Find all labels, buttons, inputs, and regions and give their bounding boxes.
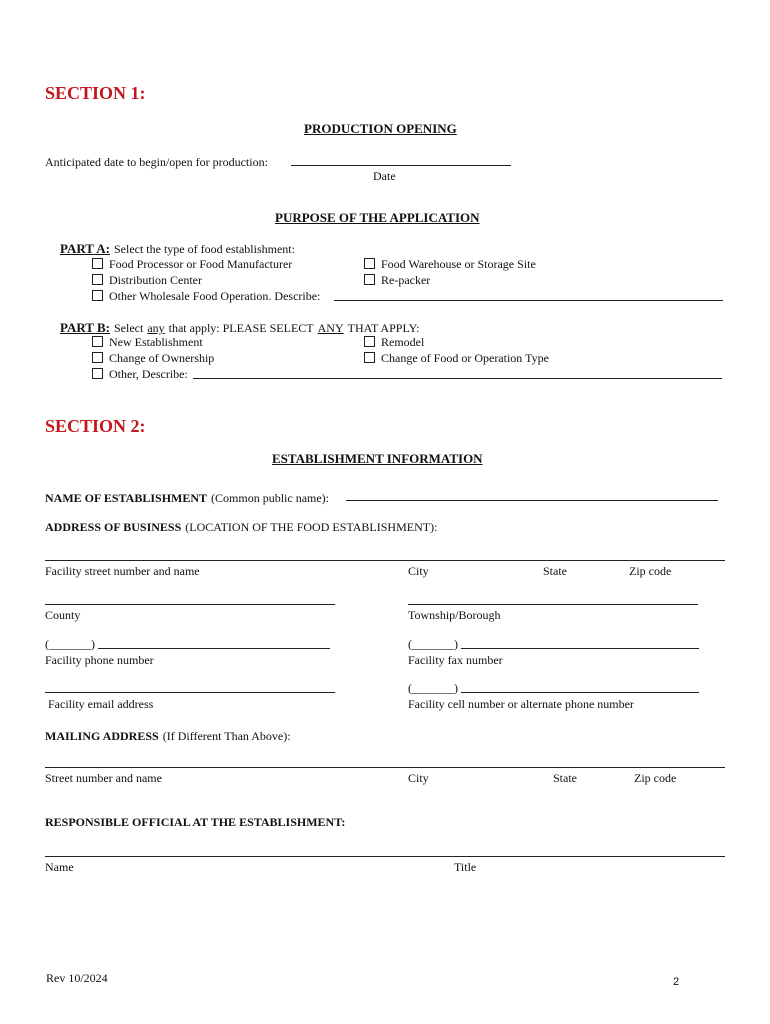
cell-field[interactable] [461, 692, 699, 693]
email-caption: Facility email address [48, 697, 154, 711]
checkbox-new-establishment[interactable] [92, 336, 103, 347]
township-caption: Township/Borough [408, 608, 501, 622]
option-other-wholesale: Other Wholesale Food Operation. Describe: [109, 289, 321, 303]
production-opening-heading: PRODUCTION OPENING [304, 121, 457, 136]
zip-caption: Zip code [629, 564, 672, 578]
option-remodel: Remodel [381, 335, 425, 349]
part-a-label: PART A: [60, 241, 110, 256]
option-food-warehouse: Food Warehouse or Storage Site [381, 257, 536, 271]
checkbox-change-food-operation[interactable] [364, 352, 375, 363]
option-change-ownership: Change of Ownership [109, 351, 215, 365]
city-caption: City [408, 564, 429, 578]
part-a-instruction: Select the type of food establishment: [113, 242, 295, 256]
establishment-name-label-rest: (Common public name): [211, 491, 330, 505]
responsible-official-label: RESPONSIBLE OFFICIAL AT THE ESTABLISHMENT: [45, 815, 346, 829]
establishment-name-label [45, 489, 329, 507]
checkbox-distribution-center[interactable] [92, 274, 103, 285]
option-distribution-center: Distribution Center [109, 273, 202, 287]
establishment-info-heading: ESTABLISHMENT INFORMATION [272, 451, 483, 466]
establishment-name-label-bold: NAME OF ESTABLISHMENT [45, 491, 208, 505]
township-field[interactable] [408, 604, 698, 605]
fax-caption: Facility fax number [408, 653, 503, 667]
phone-area-code: (_______) [45, 637, 95, 651]
fax-field[interactable] [461, 648, 699, 649]
cell-area-code: (_______) [408, 681, 458, 695]
checkbox-food-processor[interactable] [92, 258, 103, 269]
part-b-instruction-any: any [147, 321, 165, 335]
phone-caption: Facility phone number [45, 653, 154, 667]
mailing-state-caption: State [553, 771, 577, 785]
other-describe-field[interactable] [193, 378, 722, 379]
other-wholesale-describe-field[interactable] [334, 300, 723, 301]
section2-title: SECTION 2: [45, 416, 146, 436]
anticipated-date-label: Anticipated date to begin/open for production: [45, 155, 268, 169]
phone-field[interactable] [98, 648, 330, 649]
checkbox-other-wholesale[interactable] [92, 290, 103, 301]
checkbox-change-ownership[interactable] [92, 352, 103, 363]
mailing-zip-caption: Zip code [634, 771, 677, 785]
mailing-street-caption: Street number and name [45, 771, 162, 785]
responsible-official-field[interactable] [45, 856, 725, 857]
county-field[interactable] [45, 604, 335, 605]
part-a-header [60, 240, 295, 258]
option-food-processor: Food Processor or Food Manufacturer [109, 257, 293, 271]
option-change-food-operation: Change of Food or Operation Type [381, 351, 549, 365]
official-name-caption: Name [45, 860, 74, 874]
anticipated-date-field[interactable] [291, 165, 511, 166]
business-address-field[interactable] [45, 560, 725, 561]
email-field[interactable] [45, 692, 335, 693]
section1-title: SECTION 1: [45, 83, 146, 103]
purpose-heading: PURPOSE OF THE APPLICATION [275, 210, 480, 225]
business-address-label [45, 518, 437, 536]
part-b-label: PART B: [60, 320, 110, 335]
checkbox-re-packer[interactable] [364, 274, 375, 285]
checkbox-food-warehouse[interactable] [364, 258, 375, 269]
option-re-packer: Re-packer [381, 273, 431, 287]
option-other-describe: Other, Describe: [109, 367, 188, 381]
date-caption: Date [373, 169, 396, 183]
checkbox-other-describe[interactable] [92, 368, 103, 379]
checkbox-remodel[interactable] [364, 336, 375, 347]
part-b-instruction-any2: ANY [317, 321, 344, 335]
mailing-address-label-rest: (If Different Than Above): [162, 729, 291, 743]
establishment-name-field[interactable] [346, 500, 718, 501]
state-caption: State [543, 564, 567, 578]
option-new-establishment: New Establishment [109, 335, 203, 349]
business-address-label-rest: (LOCATION OF THE FOOD ESTABLISHMENT): [185, 520, 438, 534]
mailing-city-caption: City [408, 771, 429, 785]
part-b-instruction-post: THAT APPLY: [347, 321, 420, 335]
page-number: 2 [673, 976, 680, 988]
county-caption: County [45, 608, 81, 622]
business-address-label-bold: ADDRESS OF BUSINESS [45, 520, 182, 534]
mailing-address-label-bold: MAILING ADDRESS [45, 729, 159, 743]
part-b-instruction-pre: Select [113, 321, 144, 335]
street-caption: Facility street number and name [45, 564, 200, 578]
official-title-caption: Title [454, 860, 477, 874]
cell-caption: Facility cell number or alternate phone number [408, 697, 634, 711]
fax-area-code: (_______) [408, 637, 458, 651]
mailing-address-label [45, 727, 291, 745]
revision-label: Rev 10/2024 [46, 971, 108, 985]
mailing-address-field[interactable] [45, 767, 725, 768]
part-b-instruction-mid: that apply: PLEASE SELECT [168, 321, 314, 335]
